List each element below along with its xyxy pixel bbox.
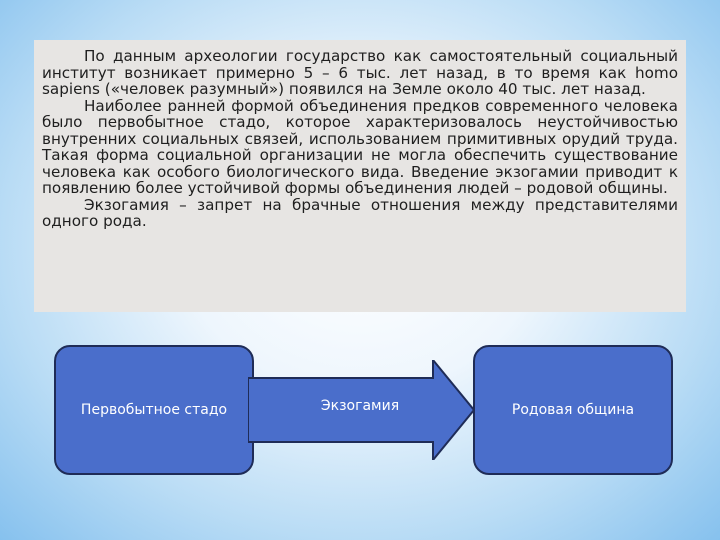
paragraph-1: По данным археологии государство как самостоятельный социальный институт возникает примерно 5 – 6 тыс. лет назад, в то время как homo sapiens («человек разумный») появился на Земле около 40 тыс. лет назад.: [42, 47, 678, 98]
paragraph-3: Экзогамия – запрет на брачные отношения между представителями одного рода.: [42, 195, 678, 230]
primitive-herd-label: Первобытное стадо: [80, 402, 228, 418]
primitive-herd-box: [54, 345, 254, 475]
clan-community-box: [473, 345, 673, 475]
exogamy-label: Экзогамия: [320, 398, 400, 414]
clan-community-label: Родовая община: [511, 402, 635, 418]
paragraph-2: Наиболее ранней формой объединения предков современного человека было первобытное стадо, которое характеризовалось неустойчивостью внутренних социальных связей, использованием примитивных орудий труда. Такая форма социальной организации не могла обеспечить существование человека как особого биологического вида. Введение экзогамии приводит к появлению более устойчивой формы объединения людей – родовой общины.: [42, 96, 678, 197]
